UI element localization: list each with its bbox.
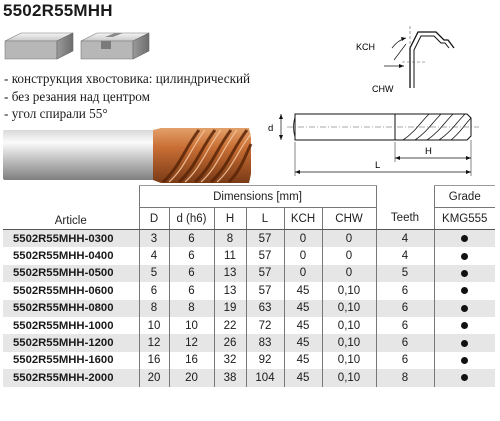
column-header-article: Article [3, 186, 139, 230]
availability-dot-icon [461, 287, 468, 294]
cell-h: 19 [214, 300, 246, 317]
cell-teeth: 6 [376, 352, 434, 369]
workpiece-icons [3, 29, 153, 65]
cell-chw: 0,10 [322, 369, 376, 386]
table-row [3, 247, 495, 264]
cell-d: 6 [169, 230, 214, 248]
cell-d: 6 [169, 247, 214, 264]
cell-d: 10 [169, 317, 214, 334]
cell-grade [434, 300, 495, 317]
chw-label: CHW [372, 84, 394, 94]
cell-h: 13 [214, 265, 246, 282]
column-header-d: d (h6) [169, 208, 214, 230]
cell-l: 57 [246, 282, 284, 299]
column-header-L: L [246, 208, 284, 230]
cell-teeth: 4 [376, 230, 434, 248]
cell-kch: 45 [284, 317, 322, 334]
page-title: 5502R55MHH [3, 1, 113, 20]
flat-block-icon [5, 33, 73, 59]
cell-grade [434, 352, 495, 369]
cell-grade [434, 247, 495, 264]
column-header-KCH: KCH [284, 208, 322, 230]
cell-article: 5502R55MHH-0500 [3, 265, 139, 282]
availability-dot-icon [461, 357, 468, 364]
table-row [3, 334, 495, 351]
cell-h: 38 [214, 369, 246, 386]
cell-kch: 0 [284, 247, 322, 264]
d-label: d [268, 123, 274, 134]
cell-h: 8 [214, 230, 246, 248]
cell-h: 26 [214, 334, 246, 351]
cell-l: 92 [246, 352, 284, 369]
cell-kch: 45 [284, 282, 322, 299]
cell-grade [434, 369, 495, 386]
cell-article: 5502R55MHH-0400 [3, 247, 139, 264]
cell-chw: 0 [322, 247, 376, 264]
cell-article: 5502R55MHH-2000 [3, 369, 139, 386]
feature-item: - угол спирали 55° [4, 106, 108, 121]
cell-l: 72 [246, 317, 284, 334]
chamfer-diagram [340, 22, 470, 99]
cell-l: 57 [246, 230, 284, 248]
cell-d: 6 [169, 282, 214, 299]
table-body [3, 230, 495, 387]
cell-article: 5502R55MHH-0300 [3, 230, 139, 248]
column-header-CHW: CHW [322, 208, 376, 230]
table-row [3, 265, 495, 282]
cell-d: 16 [169, 352, 214, 369]
cell-grade [434, 317, 495, 334]
cell-d: 6 [169, 265, 214, 282]
table-row [3, 300, 495, 317]
cell-teeth: 6 [376, 282, 434, 299]
cell-teeth: 6 [376, 334, 434, 351]
cell-d: 6 [139, 282, 169, 299]
cell-article: 5502R55MHH-0800 [3, 300, 139, 317]
cell-l: 104 [246, 369, 284, 386]
cell-grade [434, 265, 495, 282]
column-header-grade: KMG555 [434, 208, 495, 230]
cell-d: 16 [139, 352, 169, 369]
cell-h: 32 [214, 352, 246, 369]
cell-d: 20 [169, 369, 214, 386]
cell-article: 5502R55MHH-1200 [3, 334, 139, 351]
cell-teeth: 6 [376, 317, 434, 334]
h-label: H [425, 146, 432, 157]
cell-kch: 45 [284, 334, 322, 351]
cell-l: 83 [246, 334, 284, 351]
cell-teeth: 4 [376, 247, 434, 264]
spec-table [3, 185, 495, 387]
table-row [3, 282, 495, 299]
dimension-drawing [265, 100, 495, 187]
kch-label: KCH [356, 42, 376, 52]
availability-dot-icon [461, 270, 468, 277]
column-header-teeth: Teeth [376, 208, 434, 230]
availability-dot-icon [461, 253, 468, 260]
cell-chw: 0 [322, 265, 376, 282]
cell-grade [434, 282, 495, 299]
cell-chw: 0,10 [322, 352, 376, 369]
cell-kch: 0 [284, 265, 322, 282]
cell-chw: 0,10 [322, 300, 376, 317]
table-row [3, 230, 495, 248]
cell-grade [434, 334, 495, 351]
cell-kch: 45 [284, 369, 322, 386]
cell-teeth: 8 [376, 369, 434, 386]
cell-d: 8 [139, 300, 169, 317]
cell-d: 10 [139, 317, 169, 334]
cell-d: 12 [169, 334, 214, 351]
cell-grade [434, 230, 495, 248]
cell-h: 11 [214, 247, 246, 264]
column-header-H: H [214, 208, 246, 230]
availability-dot-icon [461, 235, 468, 242]
cell-article: 5502R55MHH-1600 [3, 352, 139, 369]
cell-d: 20 [139, 369, 169, 386]
group-header-dimensions: Dimensions [mm] [139, 186, 376, 208]
availability-dot-icon [461, 305, 468, 312]
availability-dot-icon [461, 340, 468, 347]
cell-kch: 45 [284, 300, 322, 317]
cell-teeth: 5 [376, 265, 434, 282]
table-row [3, 369, 495, 386]
cell-kch: 45 [284, 352, 322, 369]
slotted-block-icon [81, 33, 149, 59]
cell-article: 5502R55MHH-0600 [3, 282, 139, 299]
cell-d: 5 [139, 265, 169, 282]
availability-dot-icon [461, 322, 468, 329]
cell-chw: 0,10 [322, 317, 376, 334]
cell-d: 4 [139, 247, 169, 264]
feature-item: - конструкция хвостовика: цилиндрический [4, 71, 251, 86]
cell-teeth: 6 [376, 300, 434, 317]
cell-chw: 0,10 [322, 334, 376, 351]
l-label: L [375, 160, 381, 171]
cell-l: 57 [246, 247, 284, 264]
cell-kch: 0 [284, 230, 322, 248]
table-row [3, 317, 495, 334]
availability-dot-icon [461, 374, 468, 381]
cell-h: 22 [214, 317, 246, 334]
feature-list [4, 70, 250, 123]
cell-d: 12 [139, 334, 169, 351]
feature-item: - без резания над центром [4, 88, 150, 104]
cell-l: 63 [246, 300, 284, 317]
cell-article: 5502R55MHH-1000 [3, 317, 139, 334]
table-row [3, 352, 495, 369]
cell-h: 13 [214, 282, 246, 299]
cell-d: 8 [169, 300, 214, 317]
group-header-grade: Grade [434, 186, 495, 208]
cell-chw: 0,10 [322, 282, 376, 299]
cell-d: 3 [139, 230, 169, 248]
cell-chw: 0 [322, 230, 376, 248]
cell-l: 57 [246, 265, 284, 282]
end-mill-image [3, 128, 253, 189]
column-header-D: D [139, 208, 169, 230]
